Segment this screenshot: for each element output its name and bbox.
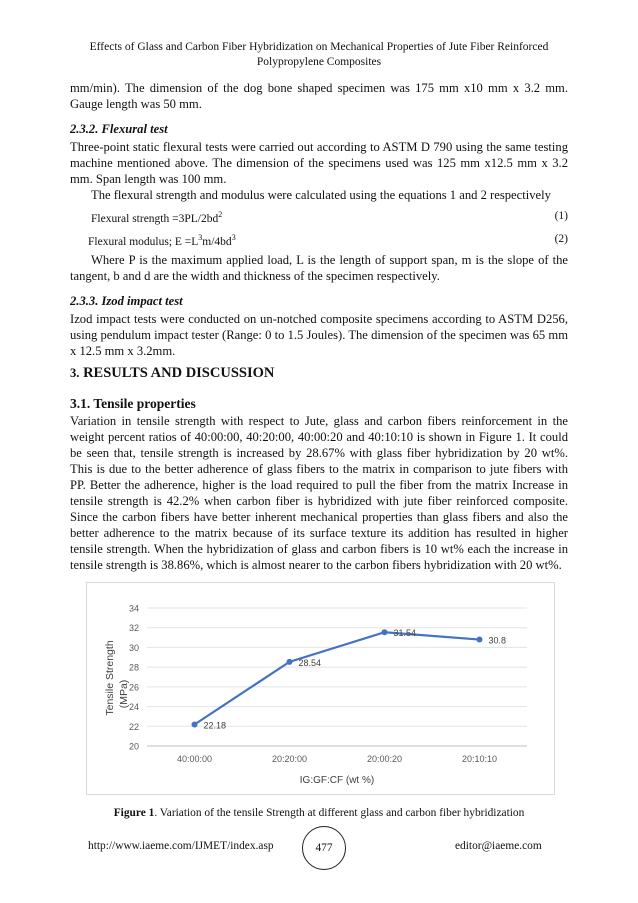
- y-tick-label: 22: [128, 721, 139, 732]
- x-tick-label: 20:10:10: [461, 754, 498, 764]
- y-axis-title-line-2: (MPa): [118, 679, 130, 709]
- data-point: [192, 722, 198, 728]
- section-3-title: RESULTS AND DISCUSSION: [83, 365, 275, 381]
- tensile-properties-paragraph: Variation in tensile strength with respect to Jute, glass and carbon fibers reinforcement in the weight percent ratios of 40:00:00, 40:20:00, 40:00:20 and 40:10:10 is shown in Figure 1. It could be seen that, tensile strength is increased by 28.67% with glass fiber hybridization by 20 wt%. This is due to the better adherence of glass fibers to the matrix in comparison to jute fibers with PP. Better the adherence, higher is the load required to pull the fiber from the matrix Increase in tensile strength is 42.2% when carbon fiber is hybridized with jute fiber reinforced composite. Since the carbon fibers have better inherent mechanical properties than glass fibers and also the better adherence to the matrix because of its surface texture its addition has resulted in higher tensile strength. When the hybridization of glass and carbon fibers is 10 wt% each the increase in tensile strength is 38.86%, which is almost nearer to the carbon fibers hybridization with 20 wt%.: [70, 414, 568, 572]
- y-tick-label: 34: [128, 603, 139, 614]
- equation-1: [91, 210, 222, 225]
- chart-frame: [86, 582, 555, 795]
- data-label: 22.18: [203, 720, 227, 731]
- equation-1-sup: 2: [218, 210, 223, 219]
- equation-intro: The flexural strength and modulus were calculated using the equations 1 and 2 respectively: [91, 188, 551, 202]
- intro-paragraph: mm/min). The dimension of the dog bone shaped specimen was 175 mm x10 mm x 3.2 mm. Gauge length was 50 mm.: [70, 81, 568, 111]
- tensile-properties-heading: 3.1. Tensile properties: [70, 396, 196, 411]
- section-3-heading: [70, 365, 274, 382]
- figure-caption-text: . Variation of the tensile Strength at different glass and carbon fiber hybridization: [154, 807, 525, 819]
- tensile-strength-chart: [87, 583, 554, 794]
- figure-caption-label: Figure 1: [113, 807, 155, 819]
- izod-test-paragraph: Izod impact tests were conducted on un-notched composite specimens according to ASTM D256, using pendulum impact tester (Range: 0 to 1.5 Joules). The dimension of the specimen was 65 mm x 12.5 mm x 3.2mm.: [70, 312, 568, 358]
- data-point: [287, 659, 293, 665]
- equation-2-sup-b: 3: [231, 233, 236, 242]
- x-tick-label: 20:20:00: [271, 754, 308, 764]
- equation-1-number: (1): [554, 210, 568, 222]
- header-line-2: Polypropylene Composites: [256, 56, 382, 68]
- y-axis-title-line-1: Tensile Strength: [104, 640, 116, 716]
- data-point: [382, 629, 388, 635]
- equation-2-text-a: Flexural modulus; E =L: [88, 235, 199, 248]
- y-tick-label: 30: [128, 642, 139, 653]
- footer-url[interactable]: http://www.iaeme.com/IJMET/index.asp: [88, 840, 274, 852]
- y-tick-label: 24: [128, 702, 139, 713]
- flexural-test-heading: 2.3.2. Flexural test: [70, 122, 168, 136]
- y-tick-label: 26: [128, 682, 139, 693]
- running-header: [40, 40, 598, 70]
- footer-email[interactable]: editor@iaeme.com: [455, 840, 542, 852]
- header-line-1: Effects of Glass and Carbon Fiber Hybridization on Mechanical Properties of Jute Fiber Reinforced: [89, 41, 549, 53]
- where-paragraph: Where P is the maximum applied load, L is the length of support span, m is the slope of the tangent, b and d are the width and thickness of the specimen respectively.: [70, 253, 568, 283]
- section-3-number: 3.: [70, 366, 80, 380]
- series-line: [195, 632, 480, 724]
- equation-1-text: Flexural strength =3PL/2bd: [91, 212, 219, 225]
- data-label: 31.54: [393, 628, 417, 639]
- x-axis-title: IG:GF:CF (wt %): [299, 775, 375, 786]
- page-number: 477: [302, 826, 346, 870]
- flexural-test-paragraph: Three-point static flexural tests were carried out according to ASTM D 790 using the same testing machine mentioned above. The dimension of the specimens used was 125 mm x12.5 mm x 3.2 mm. Span length was 100 mm.: [70, 140, 568, 186]
- equation-2: [88, 233, 236, 248]
- y-tick-label: 32: [128, 623, 139, 634]
- y-tick-label: 28: [128, 662, 139, 673]
- equation-2-number: (2): [554, 233, 568, 245]
- data-point: [477, 637, 483, 643]
- izod-test-heading: 2.3.3. Izod impact test: [70, 294, 183, 308]
- y-tick-label: 20: [128, 741, 139, 752]
- x-tick-label: 20:00:20: [366, 754, 403, 764]
- x-tick-label: 40:00:00: [176, 754, 213, 764]
- data-label: 30.8: [488, 635, 507, 646]
- data-label: 28.54: [298, 657, 322, 668]
- equation-2-text-b: m/4bd: [202, 235, 232, 248]
- equation-2-sup-a: 3: [198, 233, 203, 242]
- figure-caption: [40, 807, 598, 819]
